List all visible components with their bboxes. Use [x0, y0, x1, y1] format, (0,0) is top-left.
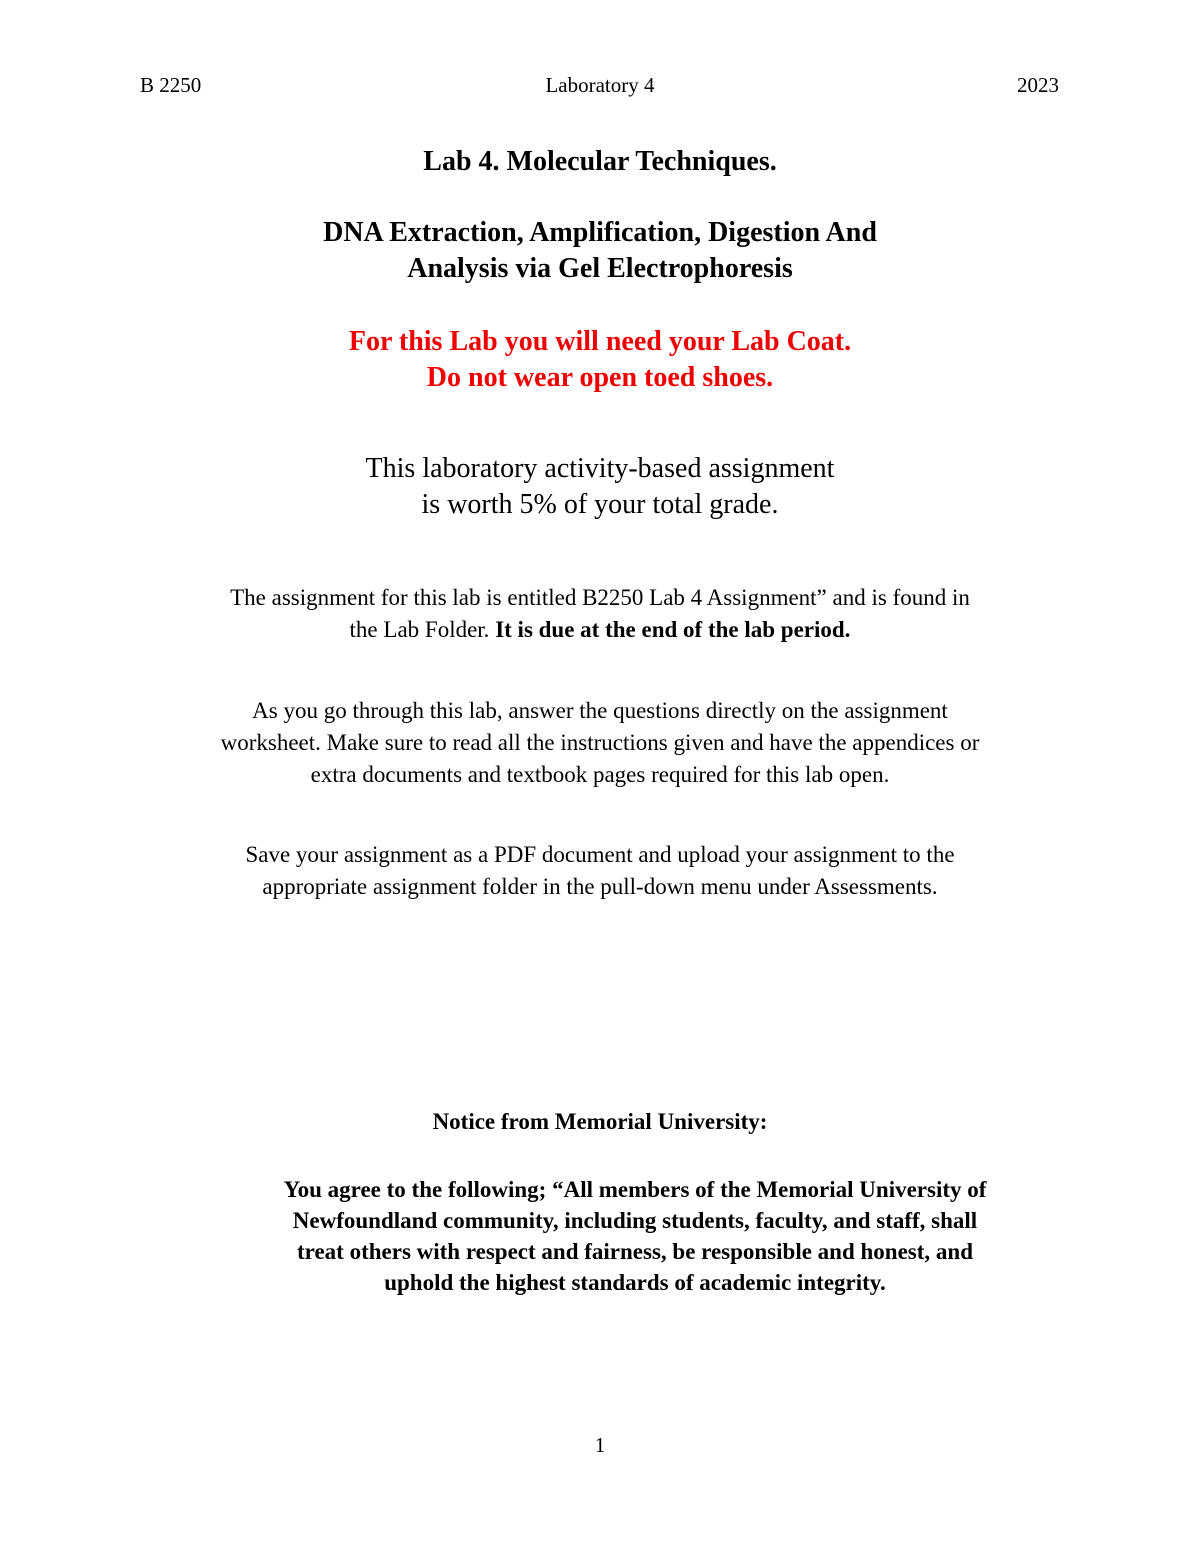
worth-line-2: is worth 5% of your total grade. — [421, 489, 779, 520]
subtitle-line-2: Analysis via Gel Electrophoresis — [407, 253, 793, 284]
page-subtitle — [0, 215, 1200, 287]
header-course-code: B 2250 — [140, 73, 202, 97]
header-year: 2023 — [1017, 73, 1059, 97]
worth-line-1: This laboratory activity-based assignment — [365, 453, 835, 484]
assignment-info-paragraph — [0, 582, 1200, 646]
notice-line-4: uphold the highest standards of academic integrity. — [384, 1270, 886, 1295]
header-lab-title: Laboratory 4 — [545, 73, 655, 97]
assignment-info-plain: the Lab Folder. — [349, 617, 496, 642]
due-date-emphasis: It is due at the end of the lab period. — [495, 617, 851, 642]
assignment-info-line-1: The assignment for this lab is entitled B2250 Lab 4 Assignment” and is found in — [230, 585, 970, 610]
save-info-line-1: Save your assignment as a PDF document and upload your assignment to the — [245, 842, 955, 867]
save-info-line-2: appropriate assignment folder in the pull-down menu under Assessments. — [262, 874, 938, 899]
warning-line-2: Do not wear open toed shoes. — [426, 362, 774, 393]
instructions-line-1: As you go through this lab, answer the questions directly on the assignment — [252, 698, 948, 723]
subtitle-line-1: DNA Extraction, Amplification, Digestion And — [323, 217, 877, 248]
save-info-paragraph — [0, 839, 1200, 903]
notice-line-1: You agree to the following; “All members of the Memorial University of — [283, 1177, 987, 1202]
grade-worth-statement — [0, 451, 1200, 523]
assignment-info-line-2 — [0, 614, 1200, 646]
notice-line-3: treat others with respect and fairness, be responsible and honest, and — [297, 1239, 973, 1264]
instructions-paragraph — [0, 695, 1200, 791]
instructions-line-2: worksheet. Make sure to read all the instructions given and have the appendices or — [220, 730, 980, 755]
notice-heading — [0, 1106, 1200, 1138]
integrity-notice — [35, 1174, 1200, 1298]
page-title-text: Lab 4. Molecular Techniques. — [423, 146, 777, 177]
page-title — [0, 144, 1200, 180]
page-number-text: 1 — [594, 1433, 606, 1457]
instructions-line-3: extra documents and textbook pages required for this lab open. — [310, 762, 890, 787]
page-number — [0, 1432, 1200, 1458]
warning-line-1: For this Lab you will need your Lab Coat. — [348, 326, 852, 357]
notice-heading-text: Notice from Memorial University: — [432, 1109, 768, 1134]
notice-line-2: Newfoundland community, including students, faculty, and staff, shall — [292, 1208, 978, 1233]
safety-warning — [0, 324, 1200, 396]
